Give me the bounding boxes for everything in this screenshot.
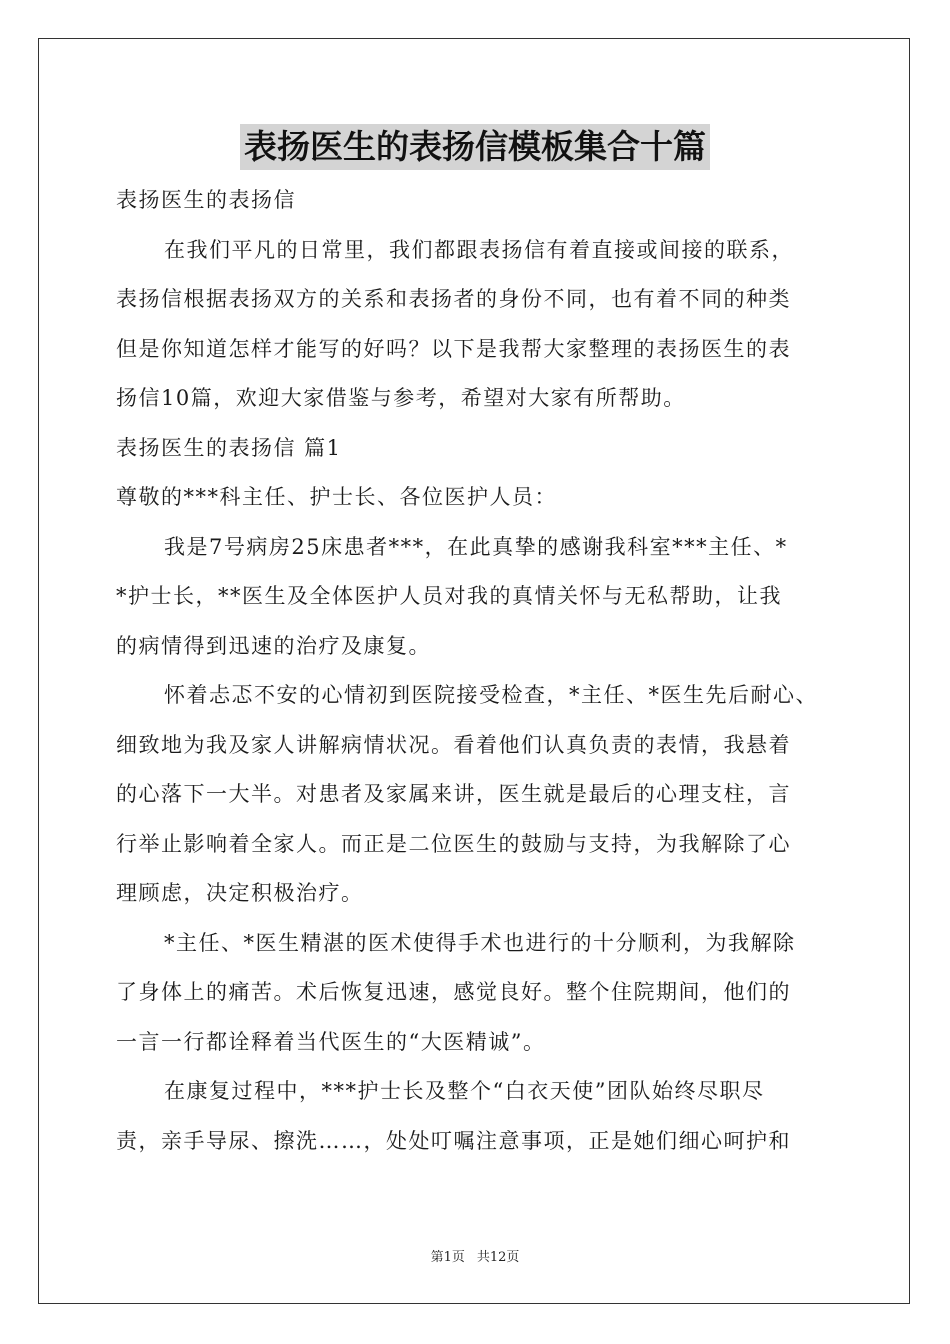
- page-footer: [0, 1246, 950, 1265]
- paragraph-line: *护士长，**医生及全体医护人员对我的真情关怀与无私帮助，让我: [116, 584, 782, 608]
- paragraph-line: 行举止影响着全家人。而正是二位医生的鼓励与支持，为我解除了心: [116, 831, 791, 856]
- paragraph-line: 一言一行都诠释着当代医生的“大医精诚”。: [116, 1029, 546, 1054]
- section-heading: 表扬医生的表扬信 篇1: [116, 435, 342, 460]
- paragraph-line: 表扬信根据表扬双方的关系和表扬者的身份不同，也有着不同的种类: [116, 287, 791, 311]
- paragraph-line: 怀着忐忑不安的心情初到医院接受检查，*主任、*医生先后耐心、: [164, 683, 818, 707]
- paragraph-line: 但是你知道怎样才能写的好吗？以下是我帮大家整理的表扬医生的表: [116, 336, 791, 361]
- paragraph-line: 在我们平凡的日常里，我们都跟表扬信有着直接或间接的联系，: [164, 237, 794, 262]
- paragraph-line: *主任、*医生精湛的医术使得手术也进行的十分顺利，为我解除: [164, 930, 796, 955]
- salutation: 尊敬的***科主任、护士长、各位医护人员：: [116, 485, 557, 509]
- title-container: [0, 124, 950, 170]
- paragraph-line: 理顾虑，决定积极治疗。: [116, 881, 364, 905]
- paragraph-line: 我是7号病房25床患者***，在此真挚的感谢我科室***主任、*: [164, 534, 788, 559]
- page-number: 第1页: [430, 1250, 465, 1265]
- paragraph-line: 扬信10篇，欢迎大家借鉴与参考，希望对大家有所帮助。: [116, 386, 686, 410]
- paragraph-line: 的心落下一大半。对患者及家属来讲，医生就是最后的心理支柱，言: [116, 782, 791, 806]
- paragraph-line: 的病情得到迅速的治疗及康复。: [116, 633, 431, 658]
- paragraph-line: 细致地为我及家人讲解病情状况。看着他们认真负责的表情，我悬着: [116, 732, 791, 757]
- paragraph-line: 责，亲手导尿、擦洗……，处处叮嘱注意事项，正是她们细心呵护和: [116, 1128, 791, 1153]
- paragraph-line: 了身体上的痛苦。术后恢复迅速，感觉良好。整个住院期间，他们的: [116, 980, 791, 1004]
- document-title: 表扬医生的表扬信模板集合十篇: [240, 124, 710, 170]
- document-body: [116, 176, 836, 1166]
- page-total: 共12页: [476, 1250, 520, 1265]
- paragraph-line: 在康复过程中，***护士长及整个“白衣天使”团队始终尽职尽: [164, 1079, 765, 1103]
- section-heading: 表扬医生的表扬信: [116, 188, 296, 212]
